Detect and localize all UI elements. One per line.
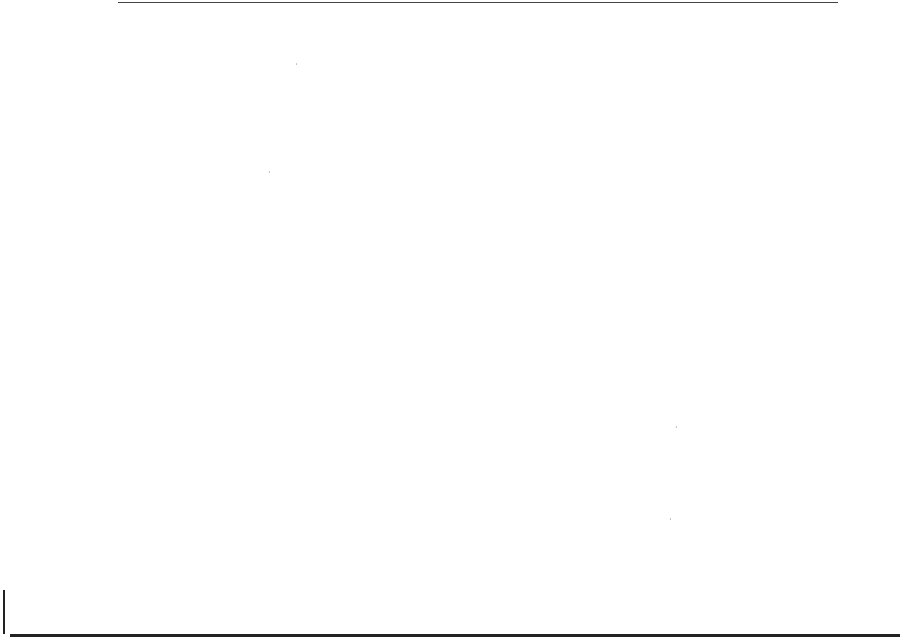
stray-mark: ·	[268, 168, 271, 177]
stray-mark: ·	[669, 515, 672, 524]
stray-mark: ·	[295, 60, 298, 69]
stray-mark: ·	[675, 423, 678, 432]
bottom-scan-edge	[10, 634, 900, 637]
left-scan-edge	[3, 590, 5, 634]
